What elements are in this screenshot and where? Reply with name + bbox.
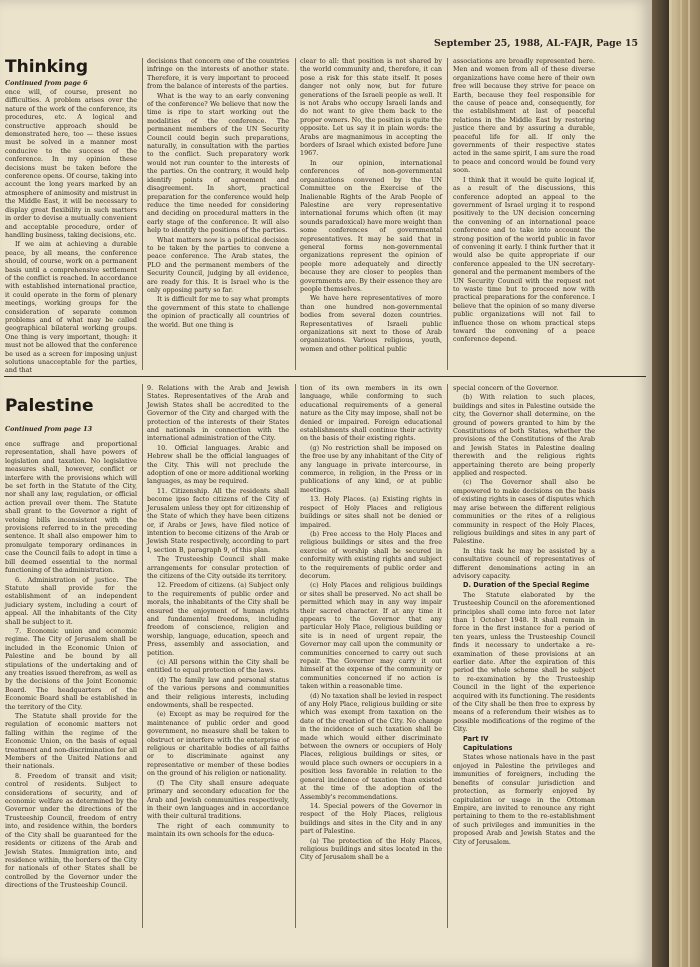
paragraph: (g) No restriction shall be imposed on the free use by any inhabitant of the City of any language in private intercourse, in commerce, in religion, in the Press or in publications of any kind, or at public meetings.: [300, 443, 442, 494]
paragraph: (a) The protection of the Holy Places, religious buildings and sites located in the City of Jerusalem shall be a: [300, 836, 442, 862]
paragraph: 11. Citizenship. All the residents shall become ipso facto citizens of the City of Jerusalem unless they opt for citizenship of the State of which they have been citizens or, if Arabs or Jews, have filed notice of intention to become citizens of the Arab or Jewish State respectively, according to part I, section B, paragraph 9, of this plan.: [147, 486, 289, 554]
palestine-column-3: [300, 384, 442, 928]
paragraph: (c) The Governor shall also be empowered to make decisions on the basis of existing rights in cases of disputes which may arise between the different religious communities or the rites of a religious community in respect of the Holy Places, religious buildings and sites in any part of Palestine.: [453, 478, 595, 546]
section-heading: Capitulations: [463, 744, 513, 753]
palestine-continued: Continued from page 13: [5, 425, 93, 433]
paragraph: If we aim at achieving a durable peace, by all means, the conference should, of course, work on a permanent basis until a comprehensive settlement of the conflict is reached. In accordance with established international practice, it could operate in the form of plenary meetings, working groups for the consideration of separate common problems and of what may be called geographical bilateral working groups. One thing is very important, though: it must not be allowed that the conference be used as a screen for imposing unjust solutions unacceptable for the parties, and that: [5, 240, 137, 375]
paragraph: In our opinion, international conferences of non-governmental organizations convened by the UN Committee on the Exercise of the Inalienable Rights of the Arab People of Palestine are very representative international forums which often (it may sounds paradoxical) have more weight than some conferences of governmental representatives. It may be said that in general forms non-governmental organizations represent the opinion of people more adequately and directly because they are closer to peoples than governments are. By their essence they are people themselves.: [300, 158, 442, 293]
paragraph: 9. Relations with the Arab and Jewish States. Representatives of the Arab and Jewish States shall be accredited to the Governor of the City and charged with the protection of the interests of their States and nationals in connection with the international administration of the City.: [147, 384, 289, 443]
paragraph: 10. Official languages. Arabic and Hebrew shall be the official languages of the City. This will not preclude the adoption of one or more additional working languages, as may be required.: [147, 443, 289, 486]
page-header: September 25, 1988, AL-FAJR, Page 15: [433, 38, 638, 49]
paragraph: (b) Free access to the Holy Places and religious buildings or sites and the free exercise of worship shall be secured in conformity with existing rights and subject to the requirements of public order and decorum.: [300, 529, 442, 580]
paragraph: It is difficult for me to say what prompts the government of this state to challenge the opinion of practically all countries of the world. But one thing is: [147, 295, 289, 329]
paragraph: (d) The family law and personal status of the various persons and communities and their religious interests, including endowments, shall be respected.: [147, 675, 289, 710]
paragraph: (d) No taxation shall be levied in respect of any Holy Place, religious building or site which was exempt from taxation on the date of the creation of the City. No change in the incidence of such taxation shall be made which would either discriminate between the owners or occupiers of Holy Places, religious buildings or sites, or would place such owners or occupiers in a position less favorable in relation to the general incidence of taxation than existed at the time of the adoption of the Assembly's recommendations.: [300, 691, 442, 801]
thinking-column-3: [300, 57, 442, 370]
thinking-column-2: [147, 57, 289, 370]
palestine-column-1: [5, 440, 137, 928]
column-divider: [142, 384, 143, 928]
column-divider: [447, 58, 448, 370]
paragraph: (c) Holy Places and religious buildings or sites shall be preserved. No act shall be permitted which may in any way impair their sacred character. If at any time it appears to the Governor that any particular Holy Place, religious building or site is in need of urgent repair, the Governor may call upon the community or communities concerned to carry out such repair. The Governor may carry it out himself at the expense of the community or communities concerned if no action is taken within a reasonable time.: [300, 581, 442, 691]
thinking-column-4: [453, 57, 595, 370]
palestine-title: Palestine: [5, 396, 94, 416]
page-edge: [688, 0, 690, 967]
paragraph: The Trusteeship Council shall make arrangements for consular protection of the citizens of the City outside its territory.: [147, 555, 289, 580]
paragraph: 12. Freedom of citizens. (a) Subject only to the requirements of public order and morals, the inhabitants of the City shall be ensured the enjoyment of human rights and fundamental freedoms, including freedom of conscience, religion and worship, language, education, speech and Press, assembly and association, and petition.: [147, 581, 289, 657]
paragraph: ence will, of course, present no difficulties. A problem arises over the nature of the work of the conference, its procedures, etc. A logical and constructive approach should be demonstrated here, too — these issues must be solved in a manner most conducive to the success of the conference. In my opinion these decisions must be taken before the conference opens. Of course, taking into account the long years marked by an atmosphere of animosity and mistrust in the Middle East, it will be necessary to display great flexibility in such matters in order to devise a mutually convenient and acceptable procedure, order of handling business, taking decisions, etc.: [5, 88, 137, 239]
page-edge: [672, 0, 674, 967]
paragraph: decisions that concern one of the countries infringe on the interests of another state. Therefore, it is very important to proceed from the balance of interests of the parties.: [147, 57, 289, 91]
paragraph: ence suffrage and proportional representation, shall have powers of legislation and taxation. No legislative measures shall, however, conflict or interfere with the provisions which will be set forth in the Statute of the City, nor shall any law, regulation, or official action prevail over them. The Statute shall grant to the Governor a right of vetoing bills inconsistent with the provisions referred to in the preceding sentence. It shall also empower him to promulgate temporary ordinances in case the Council fails to adopt in time a bill deemed essential to the normal functioning of the administration.: [5, 440, 137, 575]
part-heading: Part IV: [463, 734, 489, 743]
paragraph: (c) All persons within the City shall be entitled to equal protection of the laws.: [147, 658, 289, 675]
paragraph: clear to all: that position is not shared by the world community and, therefore, it can pose a risk for this state itself. It poses danger not only now, but for future generations of the Israeli people as well. It is not Arabs who occupy Israeli lands and do not want to give them back to the proper owners. No, the position is quite the opposite. Let us say it in plain words: the Arabs are magnanimous in accepting the borders of Israel which existed before June 1967.: [300, 57, 442, 158]
paragraph: 7. Economic union and economic regime. The City of Jerusalem shall be included in the Economic Union of Palestine and be bound by all stipulations of the undertaking and of any treaties issued therefrom, as well as by the decisions of the Joint Economic Board. The headquarters of the Economic Board shall be established in the territory of the City.: [5, 626, 137, 711]
page-edge: [680, 0, 682, 967]
paragraph: The right of each community to maintain its own schools for the educa-: [147, 821, 289, 839]
paragraph: 8. Freedom of transit and visit; control of residents. Subject to considerations of security, and of economic welfare as determined by the Governor under the directions of the Trusteeship Council, freedom of entry into, and residence within, the borders of the City shall be guaranteed for the residents or citizens of the Arab and Jewish States. Immigration into, and residence within, the borders of the City for nationals of other States shall be controlled by the Governor under the directions of the Trusteeship Council.: [5, 771, 137, 890]
paragraph: I think that it would be quite logical if, as a result of the discussions, this conference adopted an appeal to the government of Israel urging it to respond positively to the UN decision concerning the convening of an international peace conference and to take into account the strong position of the world public in favor of convening it early. I think further that it would also be quite appropriate if our conference appealed to the UN secretary-general and the permanent members of the UN Security Council with the request not to waste time but to proceed now with practical preparations for the conference. I believe that the opinion of so many diverse public organizations will not fail to influence those on whom practical steps toward the convening of a peace conference depend.: [453, 175, 595, 344]
thinking-continued: Continued from page 6: [5, 79, 88, 87]
paragraph: What is the way to an early convening of the conference? We believe that now the time is ripe to start working out the modalities of the conference. The permanent members of the UN Security Council could begin such preparations, naturally, in consultation with the parties to the conflict. Such preparatory work would not run counter to the interests of the parties. On the contrary, it would help identify points of agreement and disagreement. In short, practical preparation for the conference would help reduce the time needed for considering and deciding on procedural matters in the early stage of the conference. It will also help to identify the positions of the parties.: [147, 91, 289, 235]
paragraph: In this task he may be assisted by a consultative council of representatives of different denominations acting in an advisory capacity.: [453, 546, 595, 580]
paragraph: (b) With relation to such places, buildings and sites in Palestine outside the city, the Governor shall determine, on the ground of powers granted to him by the Constitutions of both States, whether the provisions of the Constitutions of the Arab and Jewish States in Palestine dealing therewith and the religious rights appertaining thereto are being properly applied and respected.: [453, 393, 595, 478]
palestine-column-4: [453, 384, 595, 928]
paragraph: associations are broadly represented here. Men and women from all of these diverse organizations have come here of their own free will because they strive for peace on Earth, because they feel responsible for the cause of peace and, consequently, for the establishment at last of peaceful relations in the Middle East by restoring justice there and by assuring a durable, peaceful life for all. If only the governments of their respective states acted in the same spirit, I am sure the road to peace and concord would be found very soon.: [453, 57, 595, 175]
binding-edge: [652, 0, 700, 967]
paragraph: We have here representatives of more than one hundred non-governmental bodies from several dozen countries. Representatives of Israeli public organizations sit next to those of Arab organizations. Various religious, youth, women and other political public: [300, 294, 442, 353]
paragraph: (e) Except as may be required for the maintenance of public order and good government, no measure shall be taken to obstruct or interfere with the enterprise of religious or charitable bodies of all faiths or to discriminate against any representative or member of these bodies on the ground of his religion or nationality.: [147, 710, 289, 778]
paragraph: 6. Administration of justice. The Statute shall provide for the establishment of an independent judiciary system, including a court of appeal. All the inhabitants of the City shall be subject to it.: [5, 575, 137, 626]
paragraph: 14. Special powers of the Governor in respect of the Holy Places, religious buildings and sites in the City and in any part of Palestine.: [300, 801, 442, 836]
section-heading: D. Duration of the Special Regime: [463, 581, 590, 590]
section-divider: [4, 376, 646, 377]
paragraph: tion of its own members in its own language, while conforming to such educational requirements of a general nature as the City may impose, shall not be denied or impaired. Foreign educational establishments shall continue their activity on the basis of their existing rights.: [300, 384, 442, 443]
paragraph: The Statute elaborated by the Trusteeship Council on the aforementioned principles shall come into force not later than 1 October 1948. It shall remain in force in the first instance for a period of ten years, unless the Trusteeship Council finds it necessary to undertake a re-examination of these provisions at an earlier date. After the expiration of this period the whole scheme shall be subject to re-examination by the Trusteeship Council in the light of the experience acquired with its functioning. The residents of the City shall be then free to express by means of a referendum their wishes as to possible modifications of the regime of the City.: [453, 590, 596, 734]
paragraph: 13. Holy Places. (a) Existing rights in respect of Holy Places and religious buildings or sites shall not be denied or impaired.: [300, 495, 442, 529]
palestine-column-2: [147, 384, 289, 928]
paragraph: (f) The City shall ensure adequate primary and secondary education for the Arab and Jewish communities respectively, in their own languages and in accordance with their cultural traditions.: [147, 778, 289, 821]
paragraph: What matters now is a political decision to be taken by the parties to convene a peace conference. The Arab states, the PLO and the permanent members of the Security Council, judging by all evidence, are ready for this. It is Israel who is the only opposing party so far.: [147, 235, 289, 294]
paragraph: States whose nationals have in the past enjoyed in Palestine the privileges and immunities of foreigners, including the benefits of consular jurisdiction and protection, as formerly enjoyed by capitulation or usage in the Ottoman Empire, are invited to renounce any right pertaining to them to the re-establishment of such privileges and immunities in the proposed Arab and Jewish States and the City of Jerusalem.: [453, 753, 595, 846]
paragraph: special concern of the Governor.: [453, 384, 559, 392]
column-divider: [295, 58, 296, 370]
paragraph: The Statute shall provide for the regulation of economic matters not falling within the regime of the Economic Union, on the basis of equal treatment and non-discrimination for all Members of the United Nations and their nationals.: [5, 712, 137, 771]
thinking-title: Thinking: [5, 57, 89, 77]
column-divider: [447, 384, 448, 928]
column-divider: [295, 384, 296, 928]
thinking-column-1: [5, 88, 137, 375]
column-divider: [142, 58, 143, 370]
